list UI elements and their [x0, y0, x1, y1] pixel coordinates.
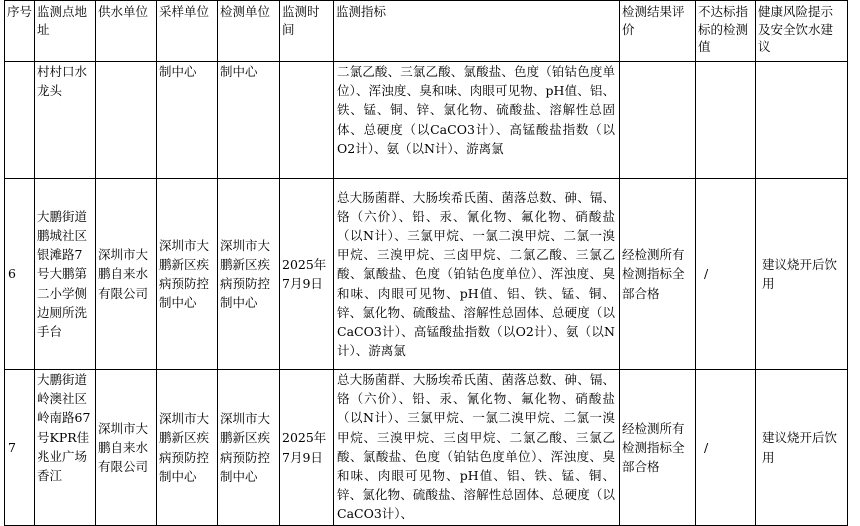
row-supplier [96, 62, 157, 179]
row-sampler: 制中心 [157, 62, 218, 179]
row-advice [756, 62, 848, 179]
header-advice: 健康风险提示及安全饮水建议 [756, 1, 848, 62]
row-tester: 制中心 [218, 62, 280, 179]
header-location: 监测点地址 [35, 1, 96, 62]
header-indicators: 监测指标 [334, 1, 620, 62]
row-advice: 建议烧开后饮用 [756, 179, 848, 370]
row-exceed: / [696, 370, 756, 526]
header-exceed: 不达标指标的检测值 [696, 1, 756, 62]
header-tester: 检测单位 [218, 1, 280, 62]
row-indicators: 二氯乙酸、三氯乙酸、氯酸盐、色度（铂钴色度单位）、浑浊度、臭和味、肉眼可见物、pH值、铝、铁、锰、铜、锌、氯化物、硫酸盐、溶解性总固体、总硬度（以CaCO3计）、高锰酸盐指数（以O2计）、氨（以N计）、游离氯 [334, 62, 620, 179]
table-row [5, 62, 848, 179]
row-result [620, 62, 696, 179]
row-advice: 建议烧开后饮用 [756, 370, 848, 526]
water-quality-table [4, 0, 848, 526]
row-exceed: / [696, 179, 756, 370]
header-time: 监测时间 [280, 1, 334, 62]
table-row [5, 370, 848, 526]
row-seq: 6 [5, 179, 35, 370]
header-supplier: 供水单位 [96, 1, 157, 62]
row-seq [5, 62, 35, 179]
row-result: 经检测所有检测指标全部合格 [620, 370, 696, 526]
row-indicators: 总大肠菌群、大肠埃希氏菌、菌落总数、砷、镉、铬（六价）、铅、汞、氰化物、氟化物、硝酸盐（以N计）、三氯甲烷、一氯二溴甲烷、二氯一溴甲烷、三溴甲烷、三卤甲烷、二氯乙酸、三氯乙酸、氯酸盐、色度（铂钴色度单位）、浑浊度、臭和味、肉眼可见物、pH值、铝、铁、锰、铜、锌、氯化物、硫酸盐、溶解性总固体、总硬度（以CaCO3计）、高锰酸盐指数（以O2计）、氨（以N计）、游离氯 [334, 179, 620, 370]
row-indicators: 总大肠菌群、大肠埃希氏菌、菌落总数、砷、镉、铬（六价）、铅、汞、氰化物、氟化物、硝酸盐（以N计）、三氯甲烷、一氯二溴甲烷、二氯一溴甲烷、三溴甲烷、三卤甲烷、二氯乙酸、三氯乙酸、氯酸盐、色度（铂钴色度单位）、浑浊度、臭和味、肉眼可见物、pH值、铝、铁、锰、铜、锌、氯化物、硫酸盐、溶解性总固体、总硬度（以CaCO3计）、 [334, 370, 620, 526]
row-tester: 深圳市大鹏新区疾病预防控制中心 [218, 179, 280, 370]
header-seq: 序号 [5, 1, 35, 62]
row-sampler: 深圳市大鹏新区疾病预防控制中心 [157, 370, 218, 526]
row-supplier: 深圳市大鹏自来水有限公司 [96, 179, 157, 370]
header-row [5, 1, 848, 62]
table-row [5, 179, 848, 370]
row-exceed [696, 62, 756, 179]
row-supplier: 深圳市大鹏自来水有限公司 [96, 370, 157, 526]
row-location: 村村口水龙头 [35, 62, 96, 179]
row-time: 2025年7月9日 [280, 370, 334, 526]
row-sampler: 深圳市大鹏新区疾病预防控制中心 [157, 179, 218, 370]
row-tester: 深圳市大鹏新区疾病预防控制中心 [218, 370, 280, 526]
row-location: 大鹏街道岭澳社区岭南路67号KPR佳兆业广场香江 [35, 370, 96, 526]
row-result: 经检测所有检测指标全部合格 [620, 179, 696, 370]
header-result: 检测结果评价 [620, 1, 696, 62]
header-sampler: 采样单位 [157, 1, 218, 62]
row-time: 2025年7月9日 [280, 179, 334, 370]
row-location: 大鹏街道鹏城社区银滩路7号大鹏第二小学侧边厕所洗手台 [35, 179, 96, 370]
row-time [280, 62, 334, 179]
row-seq: 7 [5, 370, 35, 526]
